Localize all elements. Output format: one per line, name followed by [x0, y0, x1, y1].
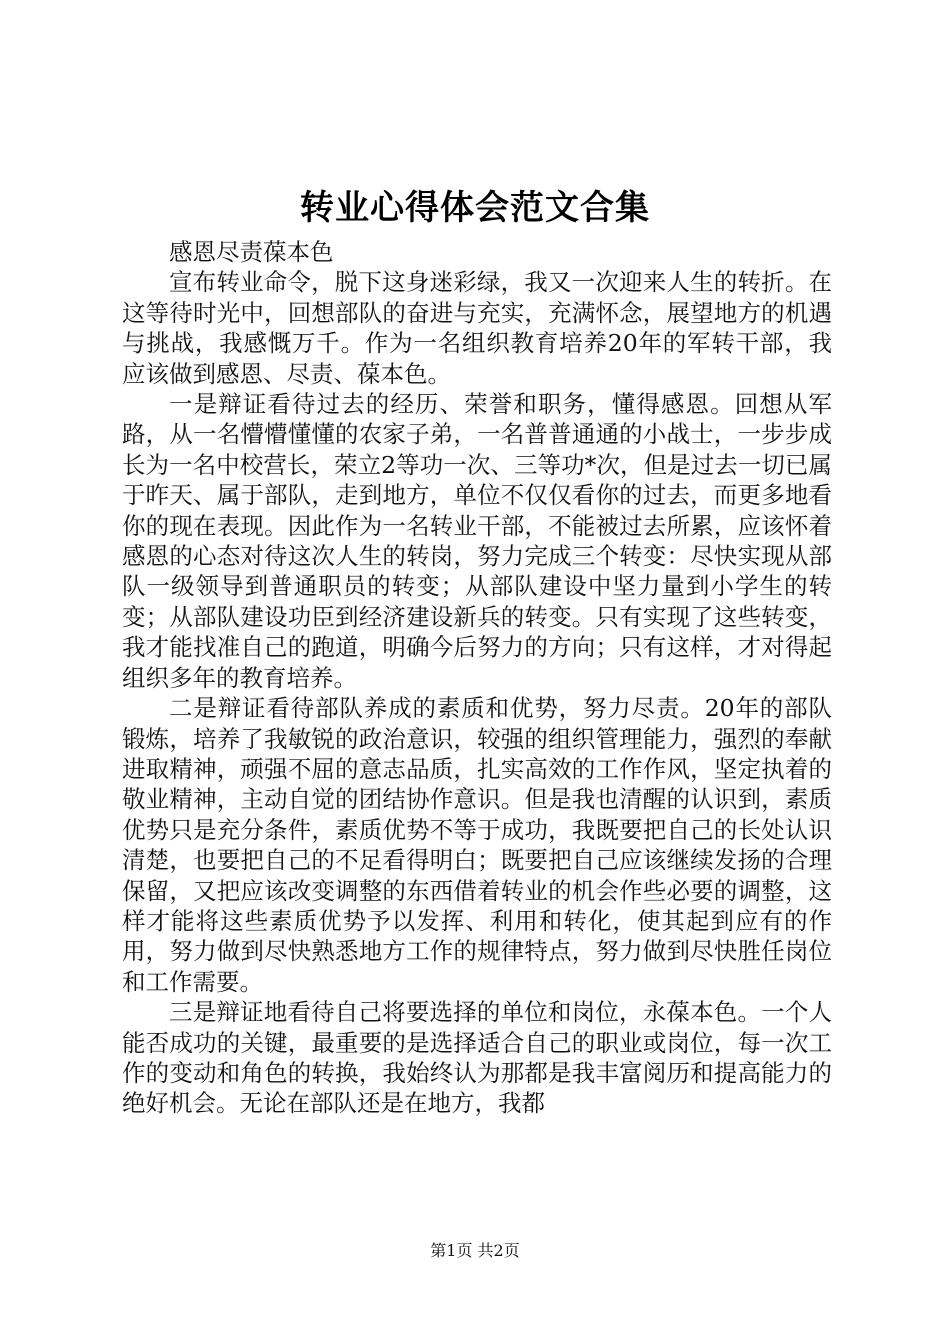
paragraph: 二是辩证看待部队养成的素质和优势，努力尽责。20年的部队锻炼，培养了我敏锐的政治意识，较强的组织管理能力，强烈的奉献进取精神，顽强不屈的意志品质，扎实高效的工作作风，坚定执着的敬业精神，主动自觉的团结协作意识。但是我也清醒的认识到，素质优势只是充分条件，素质优势不等于成功，我既要把自己的长处认识清楚，也要把自己的不足看得明白；既要把自己应该继续发扬的合理保留，又把应该改变调整的东西借着转业的机会作些必要的调整，这样才能将这些素质优势予以发挥、利用和转化，使其起到应有的作用，努力做到尽快熟悉地方工作的规律特点，努力做到尽快胜任岗位和工作需要。 — [122, 694, 832, 996]
document-body — [122, 237, 832, 1119]
page-footer: 第1页 共2页 — [430, 1241, 520, 1260]
paragraph: 一是辩证看待过去的经历、荣誉和职务，懂得感恩。回想从军路，从一名懵懵懂懂的农家子弟，一名普普通通的小战士，一步步成长为一名中校营长，荣立2等功一次、三等功*次，但是过去一切已属于昨天、属于部队，走到地方，单位不仅仅看你的过去，而更多地看你的现在表现。因此作为一名转业干部，不能被过去所累，应该怀着感恩的心态对待这次人生的转岗，努力完成三个转变：尽快实现从部队一级领导到普通职员的转变；从部队建设中坚力量到小学生的转变；从部队建设功臣到经济建设新兵的转变。只有实现了这些转变，我才能找准自己的跑道，明确今后努力的方向；只有这样，才对得起组织多年的教育培养。 — [122, 390, 832, 692]
document-title: 转业心得体会范文合集 — [300, 188, 650, 228]
paragraph: 三是辩证地看待自己将要选择的单位和岗位，永葆本色。一个人能否成功的关键，最重要的是选择适合自己的职业或岗位，每一次工作的变动和角色的转换，我始终认为那都是我丰富阅历和提高能力的绝好机会。无论在部队还是在地方，我都 — [122, 998, 832, 1118]
paragraph: 宣布转业命令，脱下这身迷彩绿，我又一次迎来人生的转折。在这等待时光中，回想部队的奋进与充实，充满怀念，展望地方的机遇与挑战，我感慨万千。作为一名组织教育培养20年的军转干部，我应该做到感恩、尽责、葆本色。 — [122, 268, 832, 388]
section-heading: 感恩尽责葆本色 — [169, 238, 334, 266]
